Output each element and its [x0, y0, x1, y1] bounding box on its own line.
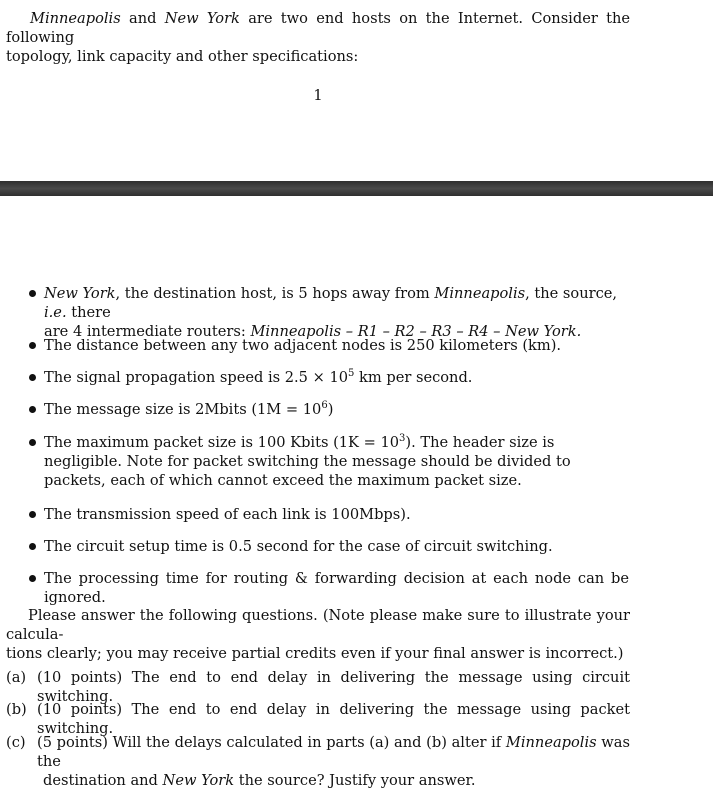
b1-p1: New York — [44, 285, 116, 302]
bullet-hops — [29, 284, 629, 341]
b5-p1: The maximum packet size is 100 Kbits (1K = 10 — [44, 434, 400, 451]
page-number: 1 — [313, 87, 323, 104]
b4-p2: ) — [327, 401, 334, 418]
question-a-text: (10 points) The end to end delay in delivering the message using circuit switching. — [37, 669, 630, 705]
qc-p3: was the — [37, 734, 630, 770]
bullet-propagation — [29, 368, 629, 387]
note-line-2: tions clearly; you may receive partial credits even if your final answer is incorrect.) — [6, 645, 624, 662]
b3-p2: km per second. — [354, 369, 473, 386]
b1-p6: there — [66, 304, 111, 321]
intro-and: and — [120, 10, 165, 27]
b4-sup: 6 — [321, 400, 328, 411]
instructions-note — [6, 606, 630, 663]
qc-p1: (5 points) Will the delays calculated in parts (a) and (b) alter if — [37, 734, 506, 751]
intro-place-a: Minneapolis — [30, 10, 121, 27]
bullet-message-size — [29, 400, 629, 419]
b1-p7: are 4 intermediate routers: — [44, 323, 251, 340]
b6-text: The transmission speed of each link is 100Mbps). — [44, 506, 411, 523]
intro-place-b: New York — [164, 10, 240, 27]
bullet-dot — [29, 543, 36, 550]
question-b-text: (10 points) The end to end delay in delivering the message using packet switching. — [37, 701, 630, 737]
bullet-dot — [29, 575, 36, 582]
b1-p4: , the source, — [525, 285, 618, 302]
b1-p5: i.e. — [44, 304, 67, 321]
bullet-dot — [29, 439, 36, 446]
page-divider — [0, 181, 713, 196]
qc-p4: destination and — [43, 772, 163, 789]
bullet-setup-time — [29, 537, 629, 556]
b4-p1: The message size is 2Mbits (1M = 10 — [44, 401, 322, 418]
b5-sup: 3 — [399, 433, 406, 444]
bullet-packet-size — [29, 433, 629, 490]
qc-p6: the source? Justify your answer. — [234, 772, 476, 789]
bullet-dot — [29, 406, 36, 413]
note-line-1: Please answer the following questions. (Note please make sure to illustrate your calcula- — [6, 607, 630, 643]
b1-p2: , the destination host, is 5 hops away from — [115, 285, 435, 302]
b1-p8: Minneapolis – R1 – R2 – R3 – R4 – New York. — [250, 323, 582, 340]
qc-p2: Minneapolis — [505, 734, 597, 751]
bullet-dot — [29, 511, 36, 518]
question-c-label: (c) — [6, 734, 26, 751]
intro-paragraph — [6, 9, 630, 66]
bullet-transmission — [29, 505, 629, 524]
bullet-dot — [29, 342, 36, 349]
b2-text: The distance between any two adjacent nodes is 250 kilometers (km). — [44, 337, 562, 354]
intro-rest-1: are two end hosts on the Internet. Consider the following — [6, 10, 630, 46]
b3-p1: The signal propagation speed is 2.5 × 10 — [44, 369, 349, 386]
b5-p2: ). The header size is negligible. Note for packet switching the message should be divided to packets, each of which cannot exceed the maximum packet size. — [44, 434, 571, 489]
b8-text: The processing time for routing & forwarding decision at each node can be ignored. — [44, 570, 629, 606]
bullet-dot — [29, 374, 36, 381]
bullet-dot — [29, 290, 36, 297]
question-a-label: (a) — [6, 669, 27, 686]
qc-p5: New York — [162, 772, 235, 789]
bullet-distance — [29, 336, 629, 355]
bullet-processing — [29, 569, 629, 607]
b7-text: The circuit setup time is 0.5 second for the case of circuit switching. — [44, 538, 553, 555]
b3-sup: 5 — [348, 368, 355, 379]
b1-p3: Minneapolis — [434, 285, 526, 302]
question-b-label: (b) — [6, 701, 27, 718]
intro-rest-2: topology, link capacity and other specifications: — [6, 48, 359, 65]
question-c — [6, 733, 630, 790]
